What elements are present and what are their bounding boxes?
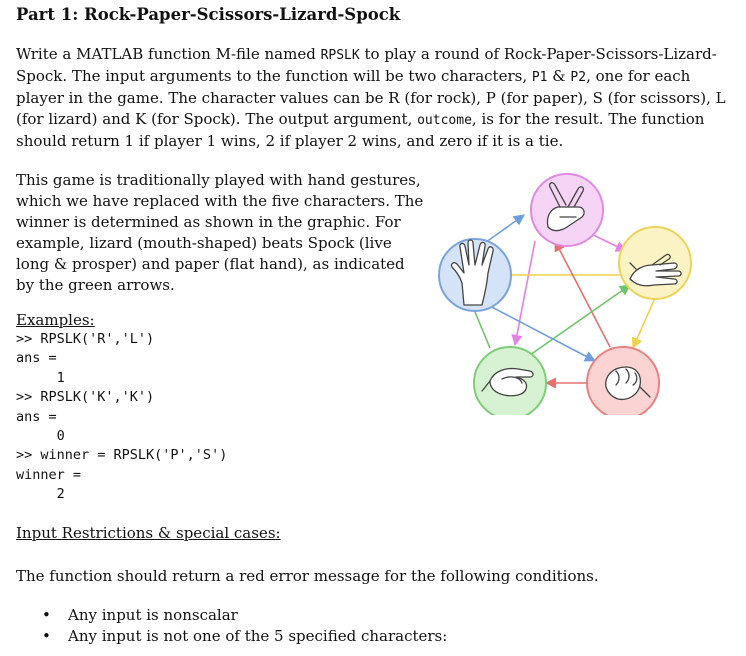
arg-p2-code: P2 bbox=[570, 70, 587, 85]
example-line: 2 bbox=[16, 486, 65, 503]
bullet-icon: • bbox=[42, 606, 51, 624]
example-line: ans = bbox=[16, 350, 57, 367]
bullet-icon: • bbox=[42, 627, 51, 645]
arrow-paper-rock bbox=[633, 298, 655, 348]
examples-section bbox=[16, 311, 227, 505]
example-line: ans = bbox=[16, 408, 57, 425]
output-arg-code: outcome bbox=[417, 113, 472, 128]
example-line: >> winner = RPSLK('P','S') bbox=[16, 447, 228, 464]
intro-text-4: , one for each player in the game. The character values can be R (for rock), P (for paper), S (for scissors), L (for lizard) and K (for Spock). The output argument, bbox=[16, 67, 726, 128]
list-item bbox=[40, 626, 447, 647]
list-item bbox=[40, 605, 447, 626]
example-line: >> RPSLK('R','L') bbox=[16, 331, 155, 347]
function-name-code: RPSLK bbox=[320, 48, 360, 63]
rpslk-diagram bbox=[430, 165, 730, 415]
node-spock bbox=[439, 239, 511, 311]
game-description: This game is traditionally played with hand gestures, which we have replaced with the five characters. The winner is determined as shown in the graphic. For example, lizard (mouth-shaped) beats Spock (live long & prosper) and paper (flat hand), as indicated by the green arrows. bbox=[16, 171, 424, 294]
node-paper bbox=[619, 227, 691, 299]
node-lizard bbox=[474, 347, 546, 415]
page-title: Part 1: Rock-Paper-Scissors-Lizard-Spock bbox=[16, 5, 401, 24]
node-scissors bbox=[531, 174, 603, 246]
example-line: >> RPSLK('K','K') bbox=[16, 389, 155, 406]
example-line: 1 bbox=[16, 369, 65, 386]
restrictions-heading: Input Restrictions & special cases: bbox=[16, 524, 281, 542]
arrow-scissors-lizard bbox=[515, 241, 535, 345]
bullet-text: Any input is not one of the 5 specified characters: bbox=[68, 627, 448, 645]
examples-heading: Examples: bbox=[16, 311, 95, 329]
arrow-lizard-paper bbox=[530, 285, 630, 355]
arg-p1-code: P1 bbox=[531, 70, 548, 85]
conditions-list bbox=[40, 605, 447, 647]
example-line: winner = bbox=[16, 466, 82, 483]
example-line: 0 bbox=[16, 428, 65, 445]
return-statement: The function should return a red error message for the following conditions. bbox=[16, 567, 599, 585]
intro-text-5: , is for the result. The function should return 1 if player 1 wins, 2 if player 2 wins, and zero if it is a tie. bbox=[16, 110, 705, 150]
intro-text-2: to play a round of Rock-Paper-Scissors-Lizard-Spock. The input arguments to the function will be two characters, bbox=[16, 45, 717, 85]
node-rock bbox=[587, 347, 659, 415]
intro-text-3: & bbox=[547, 67, 571, 85]
bullet-text: Any input is nonscalar bbox=[68, 606, 238, 624]
intro-text-1: Write a MATLAB function M-file named bbox=[16, 45, 321, 63]
intro-paragraph bbox=[16, 44, 736, 152]
